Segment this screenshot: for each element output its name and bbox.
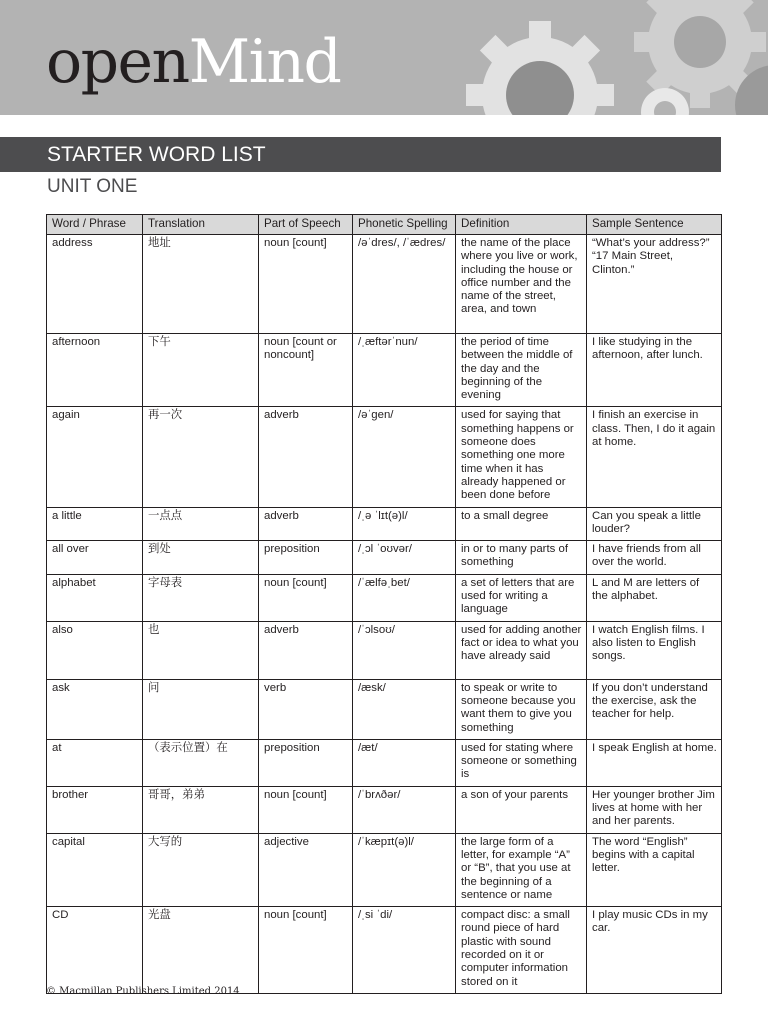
unit-title: UNIT ONE bbox=[47, 176, 138, 197]
small-gear-icon bbox=[641, 88, 689, 115]
cell-definition: used for saying that something happens or someone does something one more time when it has already happened or been done before bbox=[456, 407, 587, 507]
cell-sample: Her younger brother Jim lives at home with her and her parents. bbox=[587, 786, 722, 833]
cell-word: a little bbox=[47, 507, 143, 541]
column-header-definition: Definition bbox=[456, 215, 587, 235]
cell-part-of-speech: preposition bbox=[259, 541, 353, 575]
column-header-sample: Sample Sentence bbox=[587, 215, 722, 235]
column-header-word: Word / Phrase bbox=[47, 215, 143, 235]
cell-sample: If you don’t understand the exercise, ask the teacher for help. bbox=[587, 679, 722, 739]
cell-part-of-speech: preposition bbox=[259, 739, 353, 786]
word-list-table bbox=[46, 214, 722, 994]
cell-translation: 大写的 bbox=[143, 833, 259, 906]
cell-word: again bbox=[47, 407, 143, 507]
cell-translation: 下午 bbox=[143, 334, 259, 407]
cell-phonetic: /æsk/ bbox=[353, 679, 456, 739]
cell-definition: to a small degree bbox=[456, 507, 587, 541]
cell-sample: I speak English at home. bbox=[587, 739, 722, 786]
cell-word: brother bbox=[47, 786, 143, 833]
cell-phonetic: /ˈkæpɪt(ə)l/ bbox=[353, 833, 456, 906]
cell-translation: 到处 bbox=[143, 541, 259, 575]
cell-part-of-speech: adjective bbox=[259, 833, 353, 906]
table-row bbox=[47, 833, 722, 906]
cell-phonetic: /əˈgen/ bbox=[353, 407, 456, 507]
cell-word: at bbox=[47, 739, 143, 786]
column-header-translation: Translation bbox=[143, 215, 259, 235]
cell-phonetic: /ˌæftərˈnun/ bbox=[353, 334, 456, 407]
table-row bbox=[47, 739, 722, 786]
cell-sample: L and M are letters of the alphabet. bbox=[587, 574, 722, 621]
table-header-row bbox=[47, 215, 722, 235]
cell-part-of-speech: noun [count or noncount] bbox=[259, 334, 353, 407]
table-row bbox=[47, 574, 722, 621]
cell-word: alphabet bbox=[47, 574, 143, 621]
cell-part-of-speech: noun [count] bbox=[259, 786, 353, 833]
table-row bbox=[47, 907, 722, 994]
cell-word: CD bbox=[47, 907, 143, 994]
cell-phonetic: /ˈɔlsoʊ/ bbox=[353, 621, 456, 679]
column-header-phonetic: Phonetic Spelling bbox=[353, 215, 456, 235]
cell-definition: the period of time between the middle of the day and the beginning of the evening bbox=[456, 334, 587, 407]
logo-open: open bbox=[46, 27, 189, 97]
cell-sample: I play music CDs in my car. bbox=[587, 907, 722, 994]
cell-word: also bbox=[47, 621, 143, 679]
cell-translation: （表示位置）在 bbox=[143, 739, 259, 786]
cell-word: all over bbox=[47, 541, 143, 575]
cell-part-of-speech: noun [count] bbox=[259, 907, 353, 994]
cell-phonetic: /ˈbrʌðər/ bbox=[353, 786, 456, 833]
page-title: STARTER WORD LIST bbox=[47, 143, 266, 166]
title-bar bbox=[0, 137, 721, 172]
cell-part-of-speech: adverb bbox=[259, 621, 353, 679]
copyright-footer: © Macmillan Publishers Limited 2014 bbox=[46, 986, 240, 997]
cell-sample: Can you speak a little louder? bbox=[587, 507, 722, 541]
cell-translation: 再一次 bbox=[143, 407, 259, 507]
table-row bbox=[47, 621, 722, 679]
cell-sample: I finish an exercise in class. Then, I do it again at home. bbox=[587, 407, 722, 507]
cell-translation: 问 bbox=[143, 679, 259, 739]
cell-part-of-speech: adverb bbox=[259, 507, 353, 541]
table-row bbox=[47, 334, 722, 407]
cell-word: ask bbox=[47, 679, 143, 739]
cell-definition: to speak or write to someone because you want them to give you something bbox=[456, 679, 587, 739]
cell-sample: “What’s your address?” “17 Main Street, Clinton.” bbox=[587, 235, 722, 334]
cell-phonetic: /æt/ bbox=[353, 739, 456, 786]
cell-phonetic: /ˌə ˈlɪt(ə)l/ bbox=[353, 507, 456, 541]
cell-definition: used for adding another fact or idea to what you have already said bbox=[456, 621, 587, 679]
cell-translation: 地址 bbox=[143, 235, 259, 334]
cell-definition: the large form of a letter, for example “A” or “B”, that you use at the beginning of a sentence or name bbox=[456, 833, 587, 906]
cell-word: address bbox=[47, 235, 143, 334]
brand-logo bbox=[46, 22, 340, 102]
large-gear-icon bbox=[466, 21, 614, 115]
page-header bbox=[0, 0, 768, 115]
cell-translation: 也 bbox=[143, 621, 259, 679]
cell-sample: I have friends from all over the world. bbox=[587, 541, 722, 575]
cell-translation: 一点点 bbox=[143, 507, 259, 541]
cell-phonetic: /ˈælfəˌbet/ bbox=[353, 574, 456, 621]
cell-sample: I like studying in the afternoon, after lunch. bbox=[587, 334, 722, 407]
logo-mind: Mind bbox=[188, 27, 341, 97]
table-row bbox=[47, 679, 722, 739]
cell-part-of-speech: noun [count] bbox=[259, 235, 353, 334]
table-row bbox=[47, 235, 722, 334]
cell-word: capital bbox=[47, 833, 143, 906]
cell-definition: the name of the place where you live or work, including the house or office number and the name of the street, area, and town bbox=[456, 235, 587, 334]
cell-translation: 哥哥，弟弟 bbox=[143, 786, 259, 833]
cell-definition: in or to many parts of something bbox=[456, 541, 587, 575]
cell-definition: a set of letters that are used for writing a language bbox=[456, 574, 587, 621]
table-row bbox=[47, 786, 722, 833]
cell-translation: 字母表 bbox=[143, 574, 259, 621]
cell-word: afternoon bbox=[47, 334, 143, 407]
cell-phonetic: /ˌsi ˈdi/ bbox=[353, 907, 456, 994]
cell-definition: used for stating where someone or something is bbox=[456, 739, 587, 786]
table-row bbox=[47, 541, 722, 575]
column-header-part-of-speech: Part of Speech bbox=[259, 215, 353, 235]
cell-phonetic: /ˌɔl ˈoʊvər/ bbox=[353, 541, 456, 575]
cell-sample: I watch English films. I also listen to English songs. bbox=[587, 621, 722, 679]
table-row bbox=[47, 407, 722, 507]
cell-part-of-speech: noun [count] bbox=[259, 574, 353, 621]
cell-sample: The word “English” begins with a capital letter. bbox=[587, 833, 722, 906]
cell-translation: 光盘 bbox=[143, 907, 259, 994]
cell-definition: compact disc: a small round piece of hard plastic with sound recorded on it or computer information stored on it bbox=[456, 907, 587, 994]
cell-part-of-speech: verb bbox=[259, 679, 353, 739]
cell-phonetic: /əˈdres/, /ˈædres/ bbox=[353, 235, 456, 334]
cell-part-of-speech: adverb bbox=[259, 407, 353, 507]
cell-definition: a son of your parents bbox=[456, 786, 587, 833]
table-row bbox=[47, 507, 722, 541]
